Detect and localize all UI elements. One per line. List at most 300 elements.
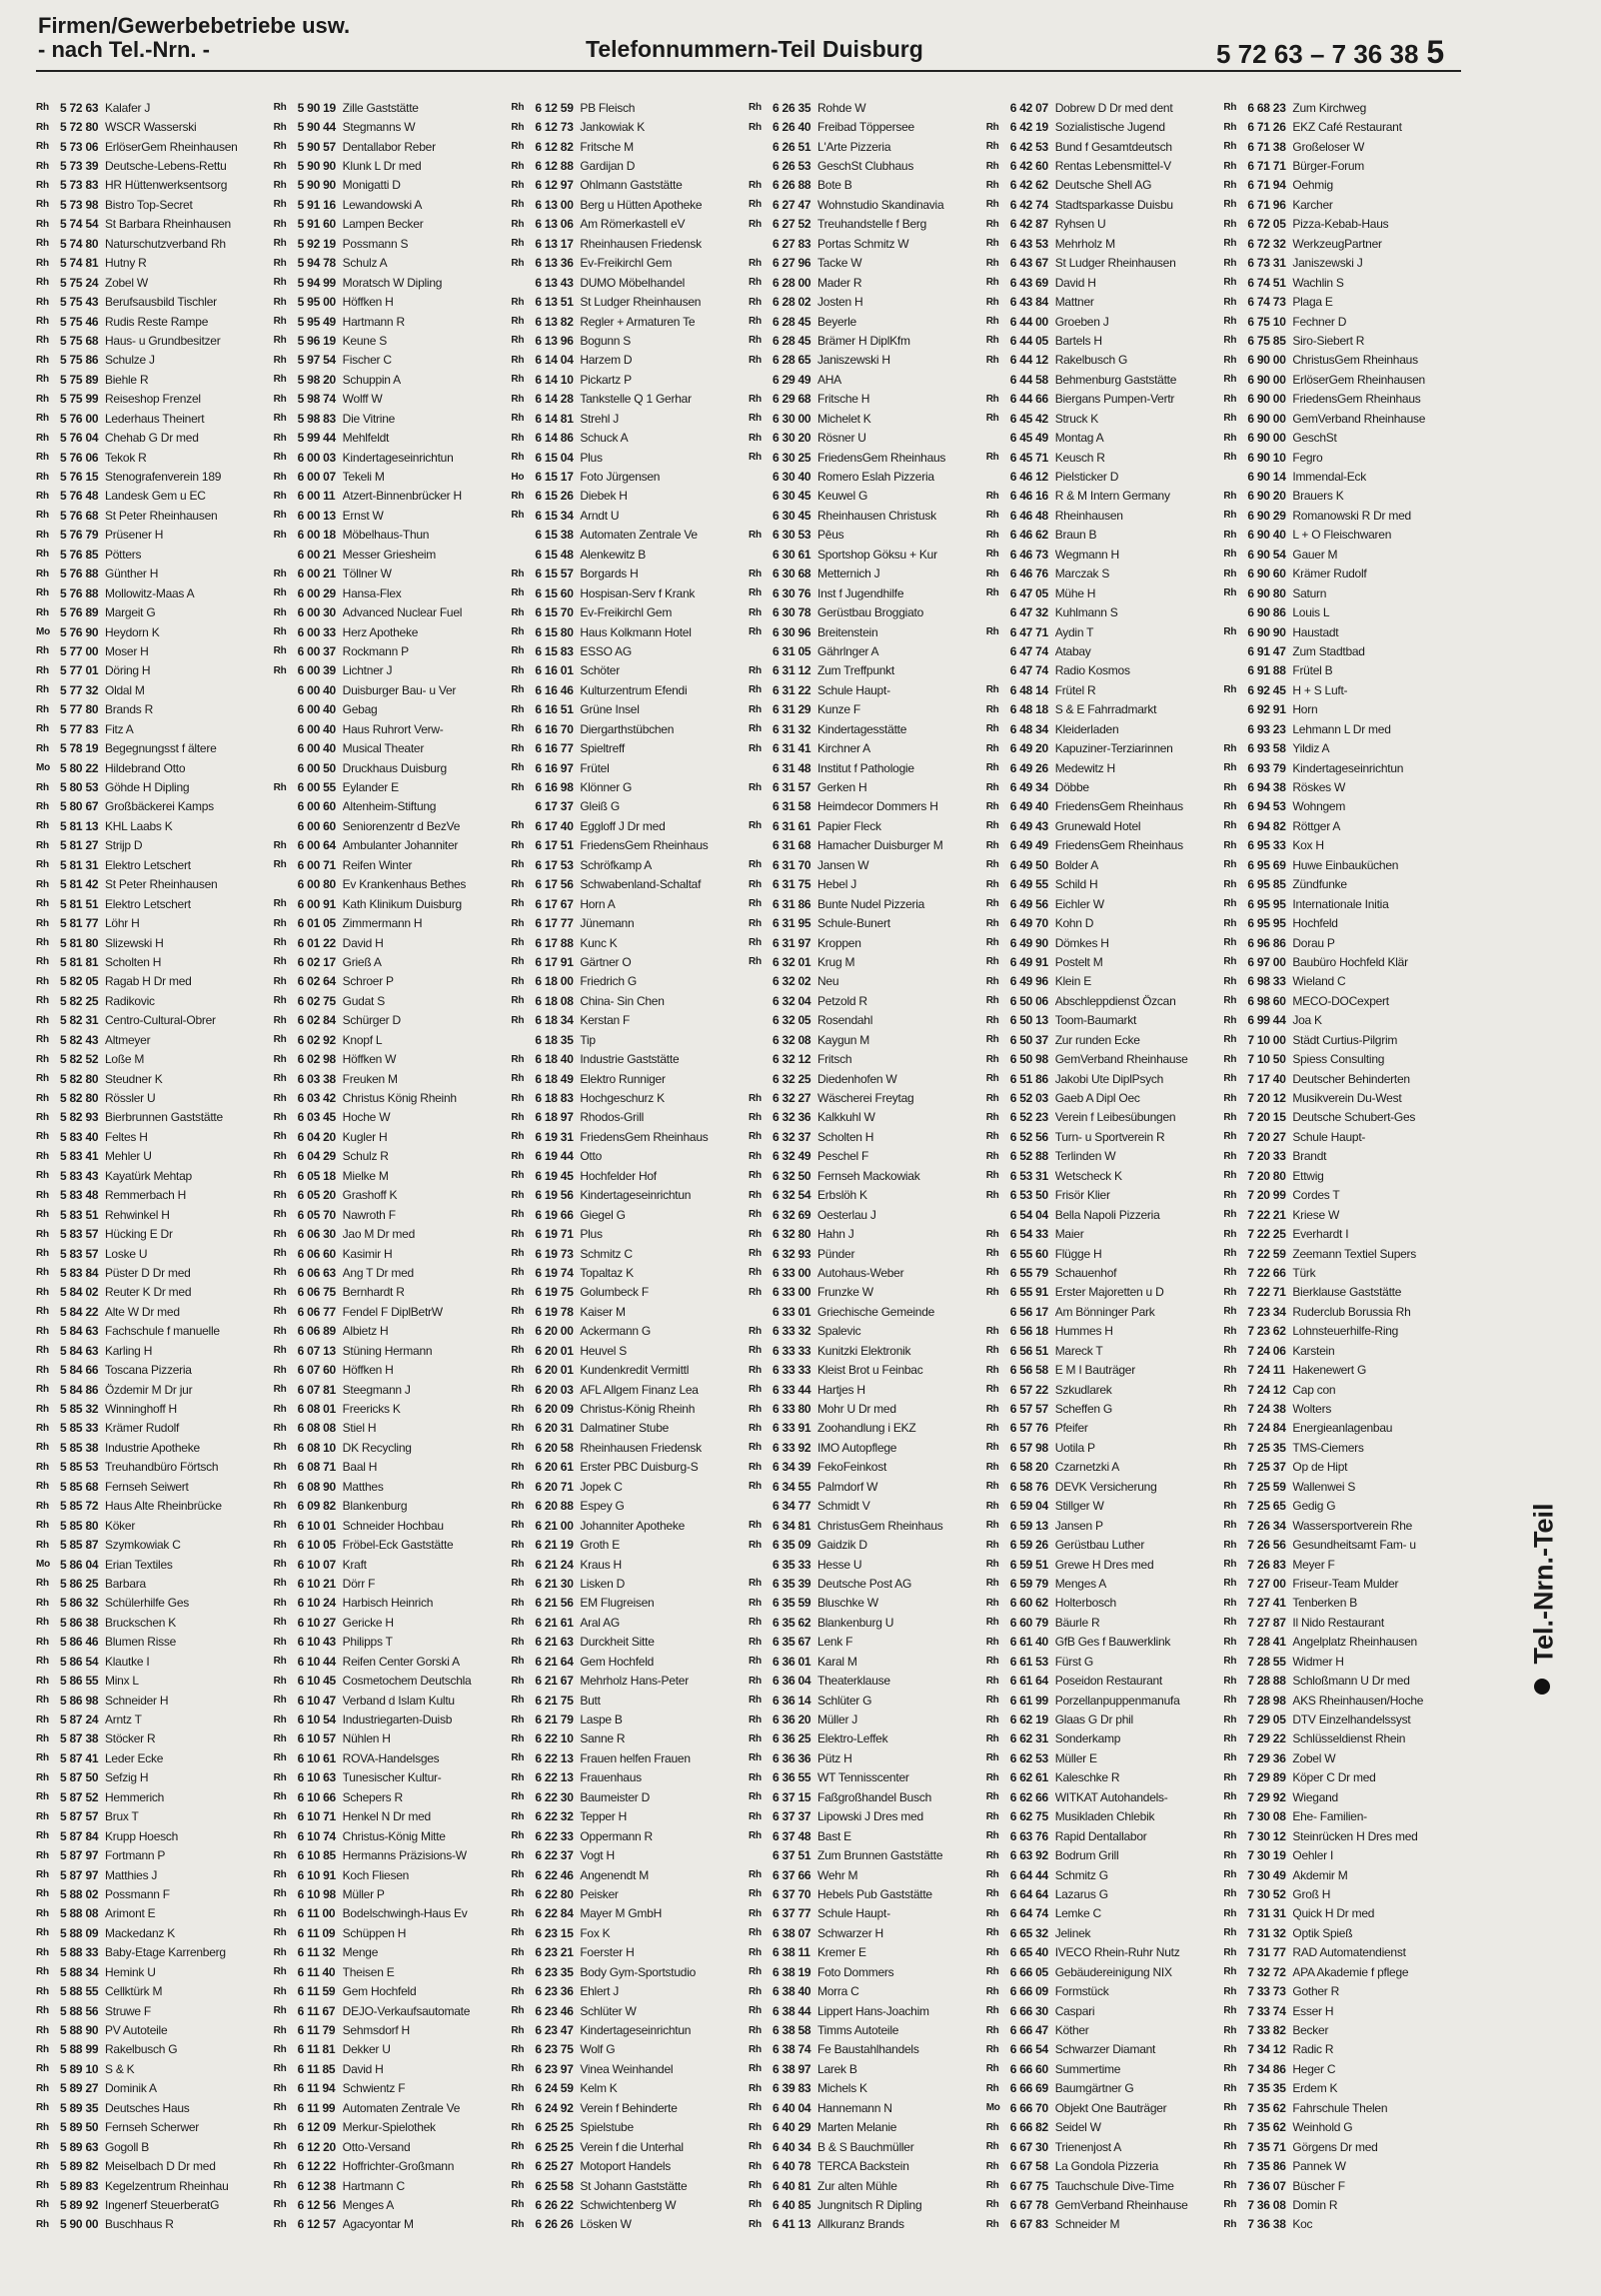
listing-entry <box>749 1845 986 1864</box>
entry-name: Optik Spieß <box>1292 1925 1353 1940</box>
entry-phone-number: 6 22 13 <box>535 1770 574 1785</box>
entry-name: Klein E <box>1054 974 1091 989</box>
entry-location: Rh <box>985 238 999 250</box>
entry-phone-number: 6 71 96 <box>1247 197 1286 212</box>
entry-phone-number: 6 31 29 <box>773 702 811 717</box>
entry-location: Rh <box>1223 1189 1237 1201</box>
listing-entry <box>749 1594 986 1613</box>
listing-entry <box>274 680 512 699</box>
entry-location: Rh <box>511 587 525 599</box>
entry-phone-number: 6 32 05 <box>773 1013 811 1028</box>
entry-location: Rh <box>36 1053 49 1065</box>
entry-location: Rh <box>273 1092 287 1104</box>
entry-location: Rh <box>36 1927 49 1939</box>
entry-location: Rh <box>511 995 525 1007</box>
entry-location: Rh <box>1223 510 1237 522</box>
entry-phone-number: 7 22 66 <box>1247 1265 1286 1280</box>
entry-phone-number: 6 32 80 <box>773 1227 811 1242</box>
entry-location: Rh <box>985 1656 999 1668</box>
entry-name: Possmann F <box>105 1886 170 1901</box>
entry-phone-number: 6 10 63 <box>297 1770 336 1785</box>
entry-phone-number: 6 49 43 <box>1009 818 1048 833</box>
entry-phone-number: 6 94 53 <box>1247 799 1286 814</box>
entry-phone-number: 7 10 50 <box>1247 1052 1286 1067</box>
listing-entry <box>36 1458 274 1477</box>
entry-phone-number: 6 12 97 <box>535 178 574 193</box>
listing-entry <box>274 351 512 370</box>
entry-name: Rösner U <box>817 431 866 446</box>
side-tab-label: Tel.-Nrn.-Teil <box>1528 1503 1559 1665</box>
listing-entry <box>1223 506 1461 525</box>
entry-name: Ev Krankenhaus Bethes <box>342 877 467 892</box>
entry-phone-number: 6 49 20 <box>1009 741 1048 756</box>
entry-name: Mollowitz-Maas A <box>105 585 195 600</box>
entry-location: Rh <box>511 432 525 444</box>
entry-location: Rh <box>985 1732 999 1744</box>
listing-entry <box>511 1263 749 1282</box>
entry-name: TERCA Backstein <box>817 2159 909 2174</box>
entry-phone-number: 6 90 00 <box>1247 431 1286 446</box>
entry-name: Bolder A <box>1054 857 1099 872</box>
page-number: 5 <box>1426 34 1445 70</box>
entry-phone-number: 6 28 02 <box>773 295 811 310</box>
entry-location: Rh <box>749 218 762 230</box>
entry-phone-number: 6 20 03 <box>535 1382 574 1397</box>
entry-phone-number: 5 82 43 <box>60 1032 99 1047</box>
entry-name: Postelt M <box>1054 954 1103 969</box>
entry-location: Rh <box>511 1150 525 1162</box>
entry-location: Rh <box>511 781 525 793</box>
entry-name: Stadtsparkasse Duisbu <box>1054 197 1173 212</box>
entry-name: Schröfkamp A <box>580 857 653 872</box>
entry-phone-number: 6 10 47 <box>297 1693 336 1708</box>
entry-name: Lösken W <box>580 2217 632 2232</box>
entry-name: Deutsches Haus <box>105 2100 190 2115</box>
entry-location: Rh <box>749 1636 762 1648</box>
entry-name: Matthies J <box>105 1867 158 1882</box>
entry-location: Rh <box>36 1014 49 1026</box>
entry-name: R & M Intern Germany <box>1054 489 1170 504</box>
entry-name: Krug M <box>817 954 855 969</box>
listing-entry <box>274 1011 512 1030</box>
listing-entry <box>274 390 512 409</box>
listing-entry <box>36 602 274 621</box>
entry-location: Rh <box>273 1966 287 1978</box>
entry-phone-number: 7 20 27 <box>1247 1129 1286 1144</box>
entry-location: Rh <box>511 820 525 832</box>
entry-phone-number: 6 47 05 <box>1009 585 1048 600</box>
entry-location: Rh <box>511 1675 525 1687</box>
entry-phone-number: 6 20 01 <box>535 1363 574 1378</box>
entry-phone-number: 6 67 78 <box>1009 2197 1048 2212</box>
entry-location: Rh <box>273 2043 287 2055</box>
entry-name: Kundenkredit Vermittl <box>580 1363 690 1378</box>
entry-location: Rh <box>36 1888 49 1900</box>
entry-phone-number: 6 15 70 <box>535 605 574 620</box>
entry-phone-number: 6 54 04 <box>1009 1207 1048 1222</box>
entry-location: Rh <box>985 1636 999 1648</box>
entry-name: Haus Kolkmann Hotel <box>580 624 692 639</box>
entry-location: Rh <box>273 1771 287 1783</box>
listing-entry <box>511 875 749 894</box>
entry-location: Rh <box>1223 1248 1237 1260</box>
entry-phone-number: 6 13 17 <box>535 236 574 251</box>
listing-entry <box>36 1962 274 1981</box>
entry-name: Strehl J <box>580 411 620 426</box>
entry-name: Spielstube <box>580 2120 634 2135</box>
entry-phone-number: 5 88 02 <box>60 1886 99 1901</box>
listing-entry <box>749 1088 986 1107</box>
entry-name: Medewitz H <box>1054 760 1115 775</box>
entry-name: Dobrew D Dr med dent <box>1054 100 1173 115</box>
entry-location: Rh <box>1223 626 1237 638</box>
entry-phone-number: 6 32 27 <box>773 1091 811 1106</box>
entry-name: Erbslöh K <box>817 1188 867 1203</box>
entry-phone-number: 5 75 46 <box>60 314 99 329</box>
entry-name: Mielke M <box>342 1168 389 1183</box>
entry-name: Arimont E <box>105 1906 156 1921</box>
listing-entry <box>36 836 274 855</box>
entry-phone-number: 6 21 63 <box>535 1635 574 1650</box>
entry-phone-number: 6 15 60 <box>535 585 574 600</box>
entry-phone-number: 6 90 29 <box>1247 508 1286 523</box>
entry-name: Städt Curtius-Pilgrim <box>1292 1032 1398 1047</box>
listing-entry <box>274 1729 512 1748</box>
entry-location: Rh <box>511 1771 525 1783</box>
entry-location: Rh <box>1223 1422 1237 1434</box>
entry-location: Rh <box>985 1617 999 1629</box>
entry-phone-number: 6 25 25 <box>535 2120 574 2135</box>
entry-location: Rh <box>985 1985 999 1997</box>
entry-phone-number: 6 12 22 <box>297 2159 336 2174</box>
entry-phone-number: 5 83 57 <box>60 1246 99 1261</box>
entry-location: Rh <box>511 2043 525 2055</box>
listing-entry <box>274 2020 512 2039</box>
entry-location: Rh <box>273 626 287 638</box>
entry-name: Cellktürk M <box>105 1984 163 1999</box>
entry-location: Rh <box>273 2063 287 2075</box>
entry-location: Rh <box>36 1092 49 1104</box>
entry-name: Kalafer J <box>105 100 151 115</box>
entry-name: Karling H <box>105 1343 153 1358</box>
entry-location: Rh <box>273 1714 287 1725</box>
entry-location: Rh <box>36 1481 49 1493</box>
entry-location: Rh <box>273 238 287 250</box>
entry-phone-number: 6 20 09 <box>535 1402 574 1417</box>
entry-location: Rh <box>1223 452 1237 464</box>
entry-name: Centro-Cultural-Obrer <box>105 1013 216 1028</box>
listing-entry <box>274 1923 512 1942</box>
listing-entry <box>986 2001 1224 2020</box>
listing-entry <box>749 991 986 1010</box>
entry-location: Rh <box>749 257 762 269</box>
entry-name: Friseur-Team Mulder <box>1292 1576 1399 1591</box>
entry-name: Rheinhausen Friedensk <box>580 1440 702 1455</box>
listing-entry <box>749 1574 986 1593</box>
entry-location: Rh <box>985 160 999 172</box>
entry-phone-number: 7 35 62 <box>1247 2120 1286 2135</box>
listing-entry <box>511 1943 749 1962</box>
entry-location: Rh <box>749 2121 762 2133</box>
listing-entry <box>986 680 1224 699</box>
entry-phone-number: 6 27 96 <box>773 256 811 271</box>
listing-entry <box>1223 292 1461 311</box>
entry-location: Rh <box>273 975 287 987</box>
entry-location: Rh <box>273 2102 287 2114</box>
entry-location: Rh <box>36 1228 49 1240</box>
entry-location: Rh <box>511 1481 525 1493</box>
listing-entry <box>274 254 512 273</box>
entry-name: Begegnungsst f ältere <box>105 741 217 756</box>
entry-location: Rh <box>985 703 999 715</box>
entry-phone-number: 6 28 45 <box>773 314 811 329</box>
entry-location: Rh <box>36 1869 49 1881</box>
entry-phone-number: 6 52 56 <box>1009 1129 1048 1144</box>
entry-phone-number: 6 31 22 <box>773 682 811 697</box>
entry-name: Fritsch <box>817 1052 852 1067</box>
entry-phone-number: 6 93 79 <box>1247 760 1286 775</box>
entry-phone-number: 6 22 13 <box>535 1750 574 1765</box>
entry-name: Heydorn K <box>105 624 160 639</box>
listing-entry <box>749 719 986 738</box>
entry-location: Rh <box>749 432 762 444</box>
entry-location: Rh <box>273 141 287 153</box>
entry-location: Rh <box>1223 393 1237 405</box>
listing-entry <box>274 1748 512 1767</box>
entry-phone-number: 5 72 80 <box>60 120 99 135</box>
entry-phone-number: 5 99 44 <box>297 431 336 446</box>
entry-phone-number: 6 00 50 <box>297 760 336 775</box>
entry-name: Regler + Armaturen Te <box>580 314 696 329</box>
listing-entry <box>1223 1341 1461 1360</box>
listing-entry <box>36 2001 274 2020</box>
entry-name: Alte W Dr med <box>105 1304 180 1319</box>
listing-entry <box>749 1981 986 2000</box>
entry-name: Summertime <box>1054 2061 1121 2076</box>
entry-phone-number: 6 40 04 <box>773 2100 811 2115</box>
entry-name: Buschhaus R <box>105 2217 174 2232</box>
entry-name: Metternich J <box>817 567 880 581</box>
entry-phone-number: 6 00 21 <box>297 547 336 562</box>
entry-location: Rh <box>985 937 999 949</box>
entry-phone-number: 6 50 06 <box>1009 993 1048 1008</box>
listing-entry <box>1223 1555 1461 1574</box>
listing-entry <box>749 98 986 117</box>
listing-entry <box>749 1691 986 1710</box>
listing-entry <box>36 1826 274 1845</box>
entry-phone-number: 6 16 97 <box>535 760 574 775</box>
entry-phone-number: 6 30 76 <box>773 585 811 600</box>
entry-phone-number: 6 07 60 <box>297 1363 336 1378</box>
entry-phone-number: 6 90 14 <box>1247 470 1286 485</box>
entry-location: Rh <box>36 1403 49 1415</box>
entry-location: Rh <box>1223 1442 1237 1454</box>
entry-phone-number: 6 22 32 <box>535 1809 574 1824</box>
entry-name: Groeben J <box>1054 314 1109 329</box>
listing-entry <box>274 1069 512 1088</box>
entry-location: Rh <box>36 2063 49 2075</box>
entry-location: Rh <box>1223 1559 1237 1571</box>
listing-entry <box>986 719 1224 738</box>
entry-name: Heger C <box>1292 2061 1336 2076</box>
listing-entry <box>986 1302 1224 1321</box>
entry-phone-number: 5 85 38 <box>60 1440 99 1455</box>
listing-entry <box>511 1497 749 1516</box>
entry-phone-number: 6 59 79 <box>1009 1576 1048 1591</box>
listing-entry <box>511 467 749 486</box>
listing-entry <box>1223 1088 1461 1107</box>
listing-entry <box>986 875 1224 894</box>
entry-phone-number: 6 38 40 <box>773 1984 811 1999</box>
listing-entry <box>1223 602 1461 621</box>
entry-phone-number: 6 60 79 <box>1009 1615 1048 1630</box>
entry-name: Janiszewski H <box>817 353 890 368</box>
entry-location: Rh <box>511 645 525 657</box>
listing-entry <box>749 1302 986 1321</box>
entry-phone-number: 6 23 46 <box>535 2003 574 2018</box>
listing-entry <box>986 409 1224 428</box>
entry-location: Rh <box>273 1286 287 1298</box>
entry-name: Schwarzer Diamant <box>1054 2042 1156 2057</box>
entry-location: Rh <box>985 2218 999 2230</box>
listing-entry <box>274 1845 512 1864</box>
listing-entry <box>274 156 512 175</box>
entry-phone-number: 5 80 67 <box>60 799 99 814</box>
entry-location: Rh <box>36 2043 49 2055</box>
entry-phone-number: 6 26 51 <box>773 139 811 154</box>
entry-phone-number: 5 76 48 <box>60 489 99 504</box>
listing-entry <box>749 622 986 641</box>
entry-location: Rh <box>985 1500 999 1512</box>
entry-name: Lenk F <box>817 1635 853 1650</box>
entry-location: Rh <box>36 354 49 366</box>
entry-name: Rhodos-Grill <box>580 1110 645 1125</box>
listing-entry <box>986 1807 1224 1826</box>
entry-name: Gerüstbau Broggiato <box>817 605 924 620</box>
entry-phone-number: 6 00 40 <box>297 702 336 717</box>
entry-phone-number: 6 15 80 <box>535 624 574 639</box>
entry-location: Rh <box>1223 1384 1237 1396</box>
entry-phone-number: 6 08 10 <box>297 1440 336 1455</box>
entry-name: Gaidzik D <box>817 1538 867 1553</box>
entry-location: Rh <box>36 1946 49 1958</box>
entry-location: Rh <box>36 218 49 230</box>
entry-name: Kindertageseinrichtun <box>1292 760 1404 775</box>
listing-entry <box>36 98 274 117</box>
entry-location: Rh <box>36 1364 49 1376</box>
entry-location: Rh <box>511 1927 525 1939</box>
entry-phone-number: 6 15 04 <box>535 450 574 465</box>
listing-entry <box>749 2195 986 2214</box>
entry-name: Karstein <box>1292 1343 1335 1358</box>
entry-phone-number: 6 49 40 <box>1009 799 1048 814</box>
entry-location: Rh <box>1223 1053 1237 1065</box>
entry-phone-number: 6 30 53 <box>773 528 811 543</box>
entry-name: Seidel W <box>1054 2120 1101 2135</box>
entry-name: Hutny R <box>105 256 147 271</box>
entry-phone-number: 6 05 20 <box>297 1188 336 1203</box>
entry-name: Blankenburg <box>342 1499 408 1514</box>
entry-location: Rh <box>985 199 999 211</box>
entry-phone-number: 6 32 04 <box>773 993 811 1008</box>
entry-location: Rh <box>1223 742 1237 754</box>
entry-name: Gogoll B <box>105 2139 150 2154</box>
listing-entry <box>511 797 749 816</box>
entry-name: Jopek C <box>580 1479 623 1494</box>
entry-name: Porzellanpuppenmanufa <box>1054 1693 1180 1708</box>
entry-name: Kox H <box>1292 838 1324 853</box>
entry-name: Menges A <box>342 2197 395 2212</box>
entry-location: Rh <box>749 121 762 133</box>
entry-phone-number: 7 33 82 <box>1247 2023 1286 2038</box>
entry-name: Großeloser W <box>1292 139 1365 154</box>
entry-phone-number: 6 75 85 <box>1247 333 1286 348</box>
entry-location: Rh <box>1223 277 1237 289</box>
listing-entry <box>511 390 749 409</box>
entry-location: Rh <box>273 587 287 599</box>
listing-entry <box>749 758 986 777</box>
entry-name: Hochfeld <box>1292 916 1338 931</box>
entry-name: Zimmermann H <box>342 916 423 931</box>
listing-entry <box>749 1729 986 1748</box>
entry-phone-number: 6 48 14 <box>1009 682 1048 697</box>
entry-location: Rh <box>36 1267 49 1279</box>
entry-location: Rh <box>511 859 525 871</box>
entry-name: Atabay <box>1054 643 1091 658</box>
entry-location: Rh <box>36 587 49 599</box>
entry-location: Rh <box>511 1695 525 1707</box>
entry-location: Rh <box>273 179 287 191</box>
entry-location: Rh <box>273 2141 287 2153</box>
entry-phone-number: 6 30 00 <box>773 411 811 426</box>
entry-name: Baal H <box>342 1460 378 1475</box>
entry-location: Rh <box>749 568 762 579</box>
entry-location: Rh <box>273 1500 287 1512</box>
entry-phone-number: 6 62 66 <box>1009 1789 1048 1804</box>
entry-phone-number: 6 43 67 <box>1009 256 1048 271</box>
listing-entry <box>749 661 986 680</box>
entry-location: Rh <box>1223 1209 1237 1221</box>
entry-phone-number: 7 29 92 <box>1247 1789 1286 1804</box>
entry-location: Rh <box>1223 1675 1237 1687</box>
entry-name: Steudner K <box>105 1071 163 1086</box>
entry-name: Schwarzer H <box>817 1925 883 1940</box>
entry-name: Hücking E Dr <box>105 1227 173 1242</box>
listing-entry <box>274 719 512 738</box>
listing-entry <box>274 1787 512 1806</box>
listing-entry <box>36 1380 274 1399</box>
listing-entry <box>749 467 986 486</box>
entry-location: Rh <box>1223 2160 1237 2172</box>
entry-phone-number: 6 95 69 <box>1247 857 1286 872</box>
listing-entry <box>274 1399 512 1418</box>
listing-entry <box>1223 1108 1461 1127</box>
entry-phone-number: 5 85 87 <box>60 1538 99 1553</box>
listing-entry <box>986 176 1224 195</box>
listing-entry <box>36 2137 274 2156</box>
entry-phone-number: 7 35 35 <box>1247 2081 1286 2096</box>
entry-name: Diergarthstübchen <box>580 721 675 736</box>
entry-location: Rh <box>511 2160 525 2172</box>
listing-entry <box>1223 1127 1461 1146</box>
entry-location: Rh <box>749 820 762 832</box>
entry-phone-number: 6 66 09 <box>1009 1984 1048 1999</box>
entry-location: Rh <box>749 1656 762 1668</box>
entry-name: AHA <box>817 372 841 387</box>
entry-phone-number: 6 35 39 <box>773 1576 811 1591</box>
entry-phone-number: 6 19 56 <box>535 1188 574 1203</box>
entry-location: Rh <box>1223 1597 1237 1609</box>
